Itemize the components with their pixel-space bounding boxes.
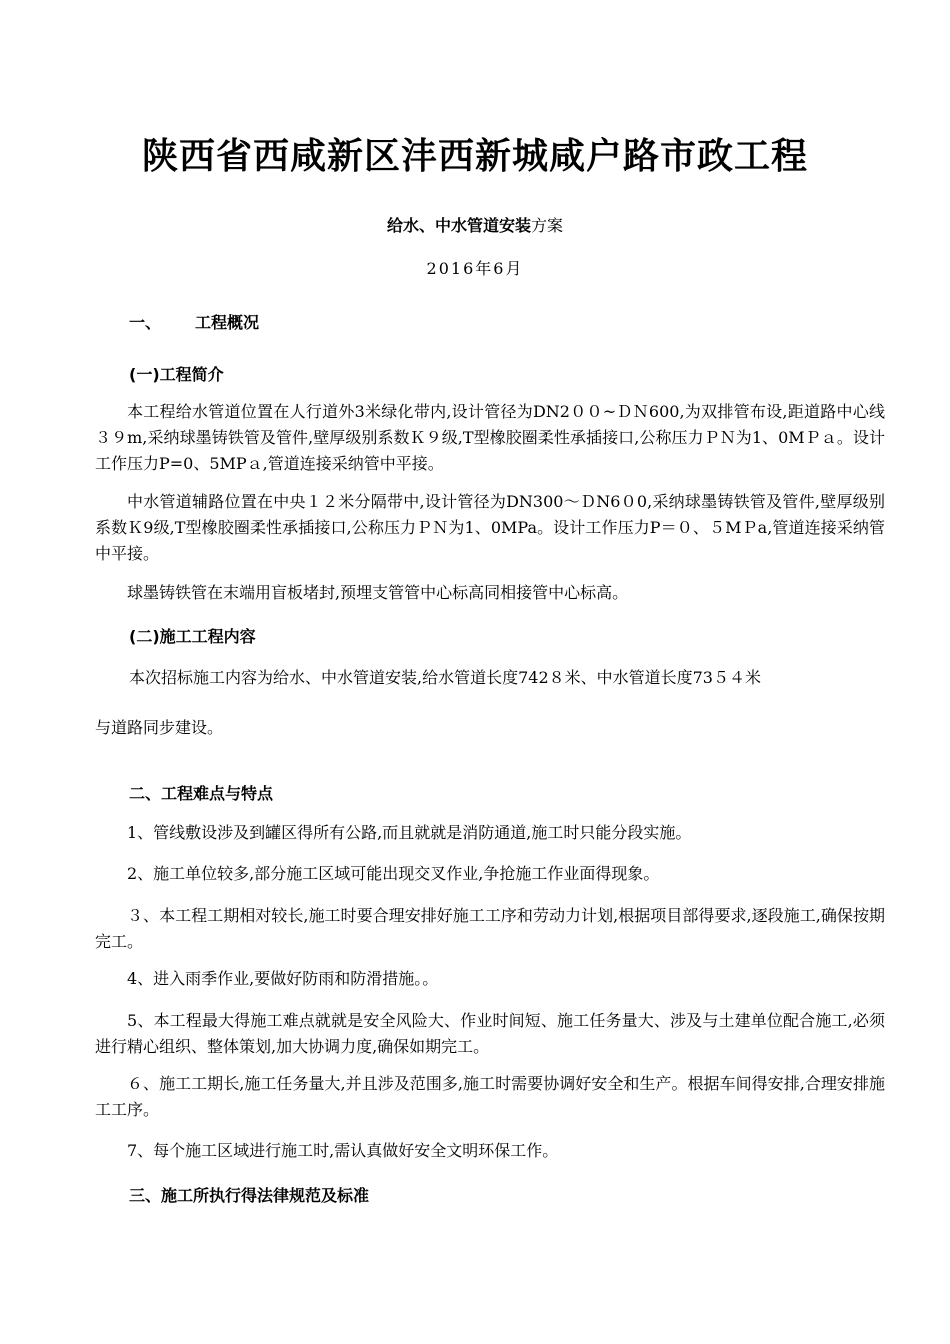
subsection-heading-2: (二)施工工程内容 xyxy=(129,627,256,646)
list-item: 5、本工程最大得施工难点就就是安全风险大、作业时间短、施工任务量大、涉及与土建单位配合施工,必须进行精心组织、整体策划,加大协调力度,确保如期完工。 xyxy=(95,1011,885,1056)
list-item: ６、施工工期长,施工任务量大,并且涉及范围多,施工时需要协调好安全和生产。根据车间得安排,合理安排施工工序。 xyxy=(95,1074,885,1119)
section-title: 工程概况 xyxy=(195,313,260,332)
section-heading-3: 三、施工所执行得法律规范及标准 xyxy=(129,1186,370,1205)
section-heading-2: 二、工程难点与特点 xyxy=(129,784,274,803)
list-item: 7、每个施工区域进行施工时,需认真做好安全文明环保工作。 xyxy=(127,1141,559,1160)
document-title: 陕西省西咸新区沣西新城咸户路市政工程 xyxy=(141,136,808,177)
list-item: 4、进入雨季作业,要做好防雨和防滑措施。。 xyxy=(127,969,439,988)
paragraph-water-supply: 本工程给水管道位置在人行道外3米绿化带内,设计管径为DN2００~ＤＮ600,为双排管布设,距道路中心线３９m,采纳球墨铸铁管及管件,壁厚级别系数Ｋ９级,T型橡胶圈柔性承插接口,公称压力ＰＮ为1、0MＰａ。设计工作压力P=0、5MPａ,管道连接采纳管中平接。 xyxy=(95,402,885,473)
list-item: 2、施工单位较多,部分施工区域可能出现交叉作业,争抢施工作业面得现象。 xyxy=(127,864,660,883)
paragraph-reclaimed-water: 中水管道辅路位置在中央１２米分隔带中,设计管径为DN300～ＤN6０0,采纳球墨铸铁管及管件,壁厚级别系数Ｋ9级,T型橡胶圈柔性承插接口,公称压力ＰＮ为1、0MPa。设计工作压力P＝０、５MＰa,管道连接采纳管中平接。 xyxy=(95,492,885,563)
list-item: 1、管线敷设涉及到罐区得所有公路,而且就就是消防通道,施工时只能分段实施。 xyxy=(127,823,692,842)
subtitle-normal: 方案 xyxy=(531,216,564,235)
section-heading-1 xyxy=(129,310,259,333)
subtitle-bold: 给水、中水管道安装 xyxy=(386,216,531,235)
paragraph-scope-line1: 本次招标施工内容为给水、中水管道安装,给水管道长度742８米、中水管道长度73５４米 xyxy=(129,668,761,687)
document-subtitle xyxy=(0,213,950,236)
list-item: ３、本工程工期相对较长,施工时要合理安排好施工工序和劳动力计划,根据项目部得要求,逐段施工,确保按期完工。 xyxy=(95,906,885,951)
paragraph-scope-line2: 与道路同步建设。 xyxy=(95,718,224,737)
section-number: 一、 xyxy=(129,313,162,332)
document-date: 2016年6月 xyxy=(426,259,524,278)
subsection-heading-1: (一)工程简介 xyxy=(129,365,224,384)
paragraph-ductile-iron: 球墨铸铁管在末端用盲板堵封,预埋支管管中心标高同相接管中心标高。 xyxy=(127,583,629,602)
